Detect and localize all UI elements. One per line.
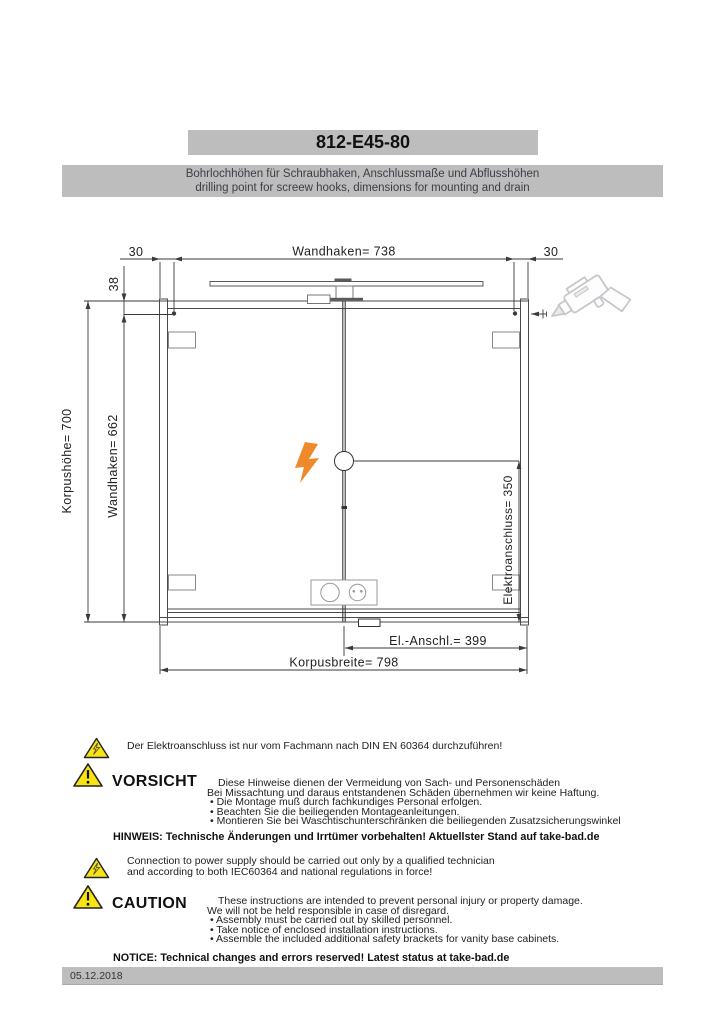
footer-date: 05.12.2018 [70,970,123,982]
bottom-connector-box [359,619,381,627]
dimension-lines [84,259,563,674]
dim-right-offset: 30 [543,245,559,259]
subtitle-german: Bohrlochhöhen für Schraubhaken, Anschlussmaße und Abflusshöhen [185,168,540,180]
caution-line: • Assemble the included additional safety brackets for vanity base cabinets. [210,933,560,946]
vorsicht-line: • Die Montage muß durch fachkundiges Personal erfolgen. [210,796,483,809]
warning-en-power-text [127,856,495,878]
footer-date-bar [62,967,663,985]
lamp [210,279,483,304]
page-title: 812-E45-80 [188,130,538,155]
warning-lightning-icon [83,857,110,879]
dim-korpus-width: Korpusbreite= 798 [289,655,399,670]
dim-elektro-height: Elektroanschluss= 350 [501,475,515,605]
dim-hooks-height: Wandhaken= 662 [106,414,120,518]
notice-note: NOTICE: Technical changes and errors reserved! Latest status at take-bad.de [113,952,510,964]
electric-point-circle [335,452,354,471]
warning-en-power-line1: Connection to power supply should be carried out only by a qualified technician [127,855,495,867]
vorsicht-line: Bei Missachtung und daraus entstandenen Schäden übernehmen wir keine Haftung. [207,786,600,799]
screw-hole-right [513,311,517,315]
vorsicht-line: • Montieren Sie bei Waschtischunterschränken die beiliegenden Zusatzsicherungswinkel [210,815,621,828]
caution-line: • Assembly must be carried out by skilled personnel. [210,914,453,927]
warning-lightning-icon [83,737,110,759]
vorsicht-text-block [207,779,621,827]
warning-de-power-text: Der Elektroanschluss ist nur vom Fachmann nach DIN EN 60364 durchzuführen! [127,740,503,752]
caution-line: We will not be held responsible in case of disregard. [207,904,450,917]
warning-exclamation-icon [72,762,104,788]
warning-exclamation-icon [72,884,104,910]
caution-text-block [207,897,583,945]
caution-line: These instructions are intended to prevent personal injury or property damage. [218,895,583,907]
subtitle-english: drilling point for screew hooks, dimensions for mounting and drain [195,182,530,194]
dim-korpus-height: Korpushöhe= 700 [60,408,74,514]
vorsicht-heading: VORSICHT [112,773,198,790]
vorsicht-line: Diese Hinweise dienen der Vermeidung von Sach- und Personenschäden [218,777,561,789]
dim-elektro-offset: El.-Anschl.= 399 [389,634,487,648]
dim-left-offset: 30 [128,245,144,259]
hinweis-note: HINWEIS: Technische Änderungen und Irrtümer vorbehalten! Aktuellster Stand auf take-bad.de [113,831,600,843]
dim-hook-top: 38 [107,276,121,292]
electric-flash-icon [295,442,319,483]
caution-heading: CAUTION [112,895,187,912]
warning-en-power-line2: and according to both IEC60364 and national regulations in force! [127,866,433,878]
drill-icon [544,263,633,345]
caution-line: • Take notice of enclosed installation instructions. [210,923,438,936]
power-socket [311,580,377,605]
screw-hole-left [172,311,176,315]
dim-hooks-width: Wandhaken= 738 [292,244,396,259]
vorsicht-line: • Beachten Sie die beiliegenden Montageanleitungen. [210,805,460,818]
